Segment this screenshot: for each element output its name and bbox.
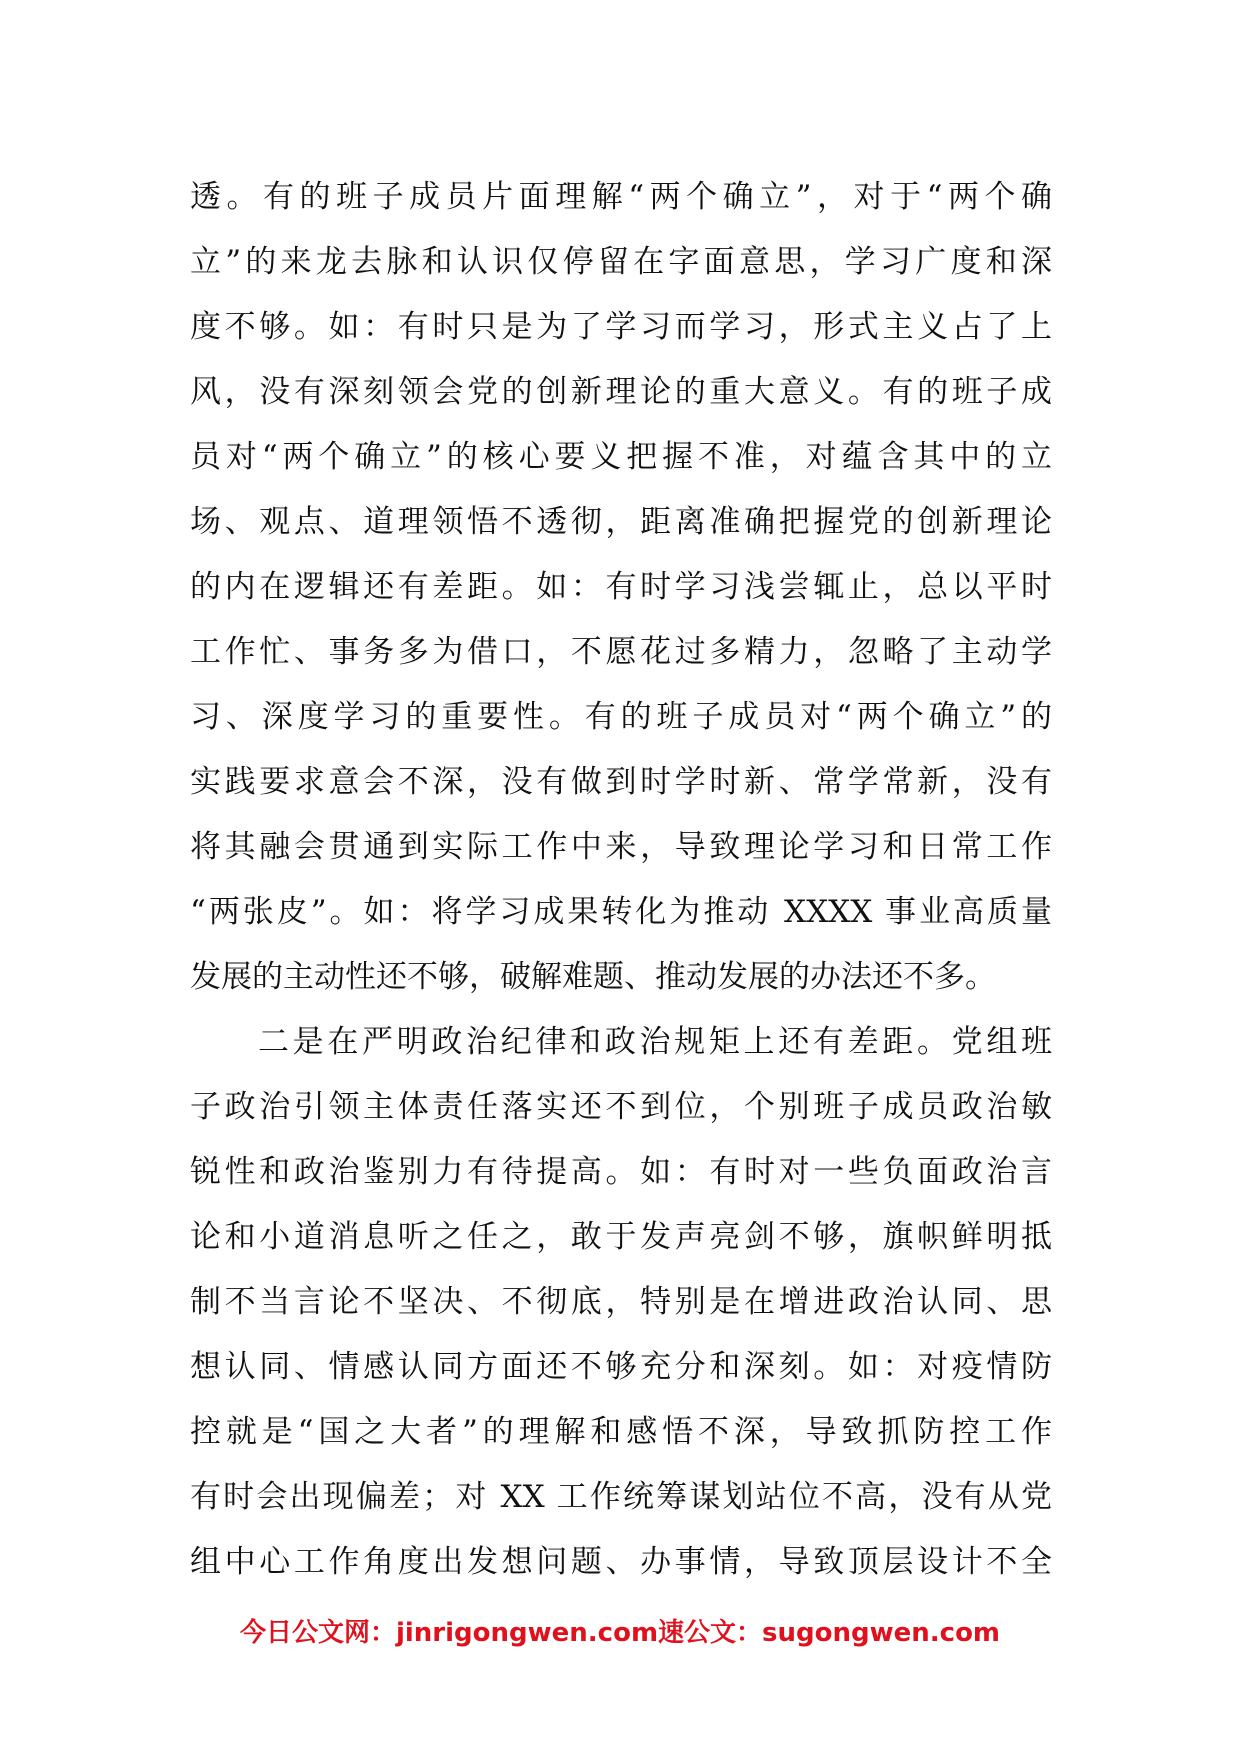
text-line: 论和小道消息听之任之，敢于发声亮剑不够，旗帜鲜明抵: [190, 1219, 1052, 1255]
document-body: [190, 165, 1052, 1595]
website-watermark-footer: [0, 1612, 1240, 1649]
text-line: 锐性和政治鉴别力有待提高。如：有时对一些负面政治言: [190, 1154, 1052, 1190]
text-line: 习、深度学习的重要性。有的班子成员对“两个确立”的: [190, 699, 1052, 735]
text-line: 度不够。如：有时只是为了学习而学习，形式主义占了上: [190, 309, 1052, 345]
text-line: 风，没有深刻领会党的创新理论的重大意义。有的班子成: [190, 374, 1052, 410]
text-line: 想认同、情感认同方面还不够充分和深刻。如：对疫情防: [190, 1349, 1052, 1385]
paragraph-start-line: 二是在严明政治纪律和政治规矩上还有差距。党组班: [258, 1024, 1052, 1060]
text-line: 立”的来龙去脉和认识仅停留在字面意思，学习广度和深: [190, 244, 1052, 280]
footer-text: 今日公文网：jinrigongwen.com速公文：sugongwen.com: [239, 1618, 1001, 1648]
text-line: 将其融会贯通到实际工作中来，导致理论学习和日常工作: [190, 829, 1052, 865]
text-line: 子政治引领主体责任落实还不到位，个别班子成员政治敏: [190, 1089, 1052, 1125]
text-line: 制不当言论不坚决、不彻底，特别是在增进政治认同、思: [190, 1284, 1052, 1320]
text-line: 场、观点、道理领悟不透彻，距离准确把握党的创新理论: [190, 504, 1052, 540]
text-line: 组中心工作角度出发想问题、办事情，导致顶层设计不全: [190, 1544, 1052, 1580]
text-line: 工作忙、事务多为借口，不愿花过多精力，忽略了主动学: [190, 634, 1052, 670]
text-line: 有时会出现偏差；对 XX 工作统筹谋划站位不高，没有从党: [190, 1479, 1052, 1515]
text-line: 实践要求意会不深，没有做到时学时新、常学常新，没有: [190, 764, 1052, 800]
text-line: 控就是“国之大者”的理解和感悟不深，导致抓防控工作: [190, 1414, 1052, 1450]
text-line: 员对“两个确立”的核心要义把握不准，对蕴含其中的立: [190, 439, 1052, 475]
text-line: 透。有的班子成员片面理解“两个确立”，对于“两个确: [190, 179, 1052, 215]
text-line: 的内在逻辑还有差距。如：有时学习浅尝辄止，总以平时: [190, 569, 1052, 605]
text-line: “两张皮”。如：将学习成果转化为推动 XXXX 事业高质量: [190, 894, 1052, 930]
text-line: 发展的主动性还不够，破解难题、推动发展的办法还不多。: [190, 959, 996, 995]
